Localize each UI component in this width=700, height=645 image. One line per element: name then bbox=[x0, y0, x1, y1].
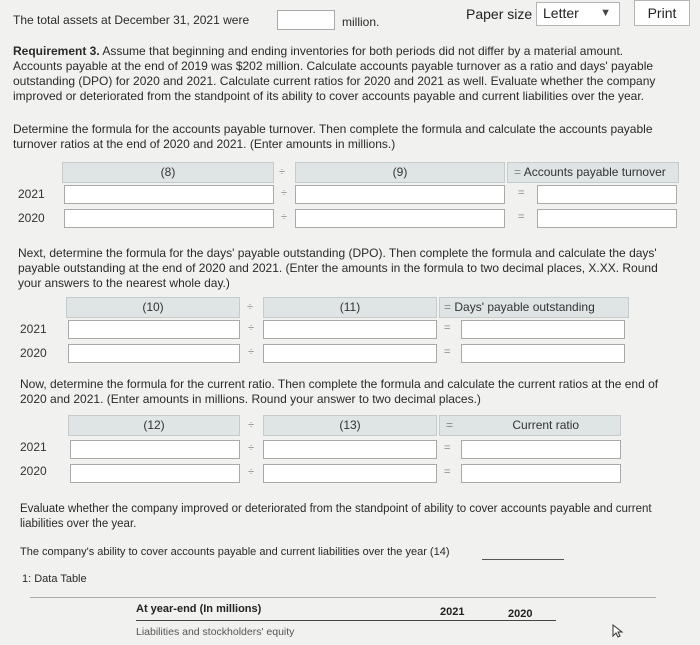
ap-col-8-header: (8) bbox=[62, 162, 274, 183]
ap-2020-denominator-input[interactable] bbox=[295, 209, 505, 228]
cr-col-12-header: (12) bbox=[68, 415, 240, 436]
ap-2020-numerator-input[interactable] bbox=[64, 209, 274, 228]
cr-result-header bbox=[439, 415, 621, 436]
print-button[interactable]: Print bbox=[634, 0, 690, 26]
current-ratio-instruction: Now, determine the formula for the current ratio. Then complete the formula and calculate the current ratios at the end of 2020 and 2021. (Enter amounts in millions. Round your answer to two decimal places.) bbox=[20, 377, 659, 406]
chevron-down-icon: ▼ bbox=[600, 7, 611, 19]
dpo-2020-divide: ÷ bbox=[248, 346, 255, 358]
ap-2021-equals: = bbox=[518, 187, 525, 199]
ap-2021-denominator-input[interactable] bbox=[295, 185, 505, 204]
requirement-heading: Requirement 3. bbox=[13, 44, 100, 58]
total-assets-unit: million. bbox=[342, 15, 380, 29]
cr-row-2021-label: 2021 bbox=[20, 440, 47, 454]
ap-2020-divide: ÷ bbox=[281, 211, 288, 223]
dpo-col-10-header: (10) bbox=[66, 297, 240, 318]
cr-2021-numerator-input[interactable] bbox=[70, 440, 240, 459]
total-assets-input[interactable] bbox=[277, 10, 335, 30]
dpo-2020-equals: = bbox=[444, 346, 451, 358]
ap-2020-result-input[interactable] bbox=[537, 209, 677, 228]
dpo-2020-denominator-input[interactable] bbox=[263, 344, 437, 363]
ap-2021-result-input[interactable] bbox=[537, 185, 677, 204]
requirement-body: Assume that beginning and ending inventories for both periods did not differ by a material amount. Accounts payable at the end of 2019 was $202 million. Calculate accounts payable turnover as a ratio and days' payable outstanding (DPO) for 2020 and 2021. Calculate current ratios for 2020 and 2021 as well. Evaluate whether the company improved or deteriorated from the standpoint of its ability to cover accounts payable and current liabilities over the year. bbox=[13, 44, 656, 103]
ap-row-2020-label: 2020 bbox=[18, 211, 45, 225]
dpo-row-2021-label: 2021 bbox=[20, 322, 47, 336]
cr-row-2020-label: 2020 bbox=[20, 464, 47, 478]
ap-turnover-instruction: Determine the formula for the accounts payable turnover. Then complete the formula and calculate the accounts payable turnover ratios at the end of 2020 and 2021. (Enter amounts in millions.) bbox=[13, 122, 653, 151]
dpo-result-label: Days' payable outstanding bbox=[454, 300, 595, 314]
cr-result-label: Current ratio bbox=[512, 418, 580, 432]
data-table-row-liabilities: Liabilities and stockholders' equity bbox=[136, 626, 295, 638]
paper-size-select[interactable] bbox=[536, 2, 620, 26]
requirement-text bbox=[13, 44, 667, 104]
cr-divide-header: ÷ bbox=[248, 419, 255, 431]
cr-2021-denominator-input[interactable] bbox=[263, 440, 437, 459]
cr-2020-numerator-input[interactable] bbox=[70, 464, 240, 483]
cr-2020-equals: = bbox=[444, 466, 451, 478]
dpo-instruction: Next, determine the formula for the days' payable outstanding (DPO). Then complete the formula and calculate the days' payable outstanding at the end of 2020 and 2021. (Enter the amounts in the formula to two decimal places, X.XX. Round your answers to the nearest whole day.) bbox=[18, 246, 658, 290]
dpo-result-header bbox=[439, 297, 629, 318]
dpo-2021-denominator-input[interactable] bbox=[263, 320, 437, 339]
data-table-col-2021: 2021 bbox=[440, 606, 465, 618]
cr-equals-header: = bbox=[446, 418, 454, 432]
total-assets-prompt: The total assets at December 31, 2021 were bbox=[13, 13, 250, 27]
ap-divide-header: ÷ bbox=[279, 166, 286, 178]
evaluate-statement: The company's ability to cover accounts payable and current liabilities over the year (14) bbox=[20, 546, 450, 558]
ap-2021-divide: ÷ bbox=[281, 187, 288, 199]
data-table-header-rule bbox=[136, 620, 556, 621]
cr-2020-denominator-input[interactable] bbox=[263, 464, 437, 483]
ap-equals-header: = bbox=[514, 165, 522, 179]
evaluate-answer-select[interactable] bbox=[482, 559, 564, 560]
cr-2021-equals: = bbox=[444, 442, 451, 454]
data-table-header-label: At year-end (In millions) bbox=[136, 603, 262, 615]
evaluate-instruction: Evaluate whether the company improved or deteriorated from the standpoint of ability to cover accounts payable and current liabilities over the year. bbox=[20, 503, 652, 530]
cr-col-13-header: (13) bbox=[263, 415, 437, 436]
dpo-2020-numerator-input[interactable] bbox=[68, 344, 240, 363]
dpo-2021-numerator-input[interactable] bbox=[68, 320, 240, 339]
data-table-title: 1: Data Table bbox=[22, 573, 87, 585]
dpo-equals-header: = bbox=[444, 300, 452, 314]
dpo-2021-divide: ÷ bbox=[248, 322, 255, 334]
dpo-2021-equals: = bbox=[444, 322, 451, 334]
ap-result-label: Accounts payable turnover bbox=[523, 165, 666, 179]
cr-2021-divide: ÷ bbox=[248, 442, 255, 454]
ap-row-2021-label: 2021 bbox=[18, 187, 45, 201]
cr-2020-result-input[interactable] bbox=[461, 464, 621, 483]
paper-size-value: Letter bbox=[543, 5, 579, 21]
data-table-rule bbox=[30, 597, 656, 598]
paper-size-label: Paper size bbox=[466, 6, 533, 22]
dpo-col-11-header: (11) bbox=[263, 297, 437, 318]
ap-col-9-header: (9) bbox=[295, 162, 505, 183]
ap-2021-numerator-input[interactable] bbox=[64, 185, 274, 204]
dpo-2021-result-input[interactable] bbox=[461, 320, 625, 339]
ap-2020-equals: = bbox=[518, 211, 525, 223]
cr-2021-result-input[interactable] bbox=[461, 440, 621, 459]
dpo-row-2020-label: 2020 bbox=[20, 346, 47, 360]
cr-2020-divide: ÷ bbox=[248, 466, 255, 478]
data-table-col-2020: 2020 bbox=[508, 608, 533, 620]
cursor-pointer-icon bbox=[612, 624, 624, 638]
dpo-2020-result-input[interactable] bbox=[461, 344, 625, 363]
dpo-divide-header: ÷ bbox=[247, 301, 254, 313]
ap-result-header bbox=[507, 162, 679, 183]
